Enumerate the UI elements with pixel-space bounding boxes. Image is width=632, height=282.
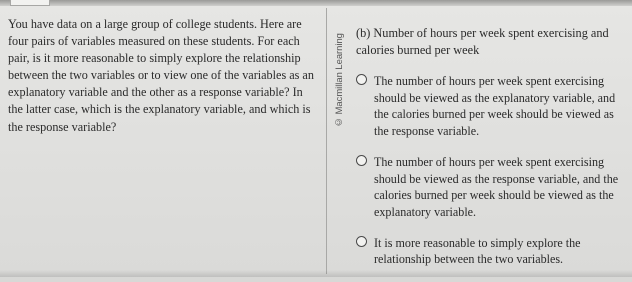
answer-option-2-text: The number of hours per week spent exercising should be viewed as the response variable, and the calories burned per week should be viewed as the explanatory variable. (374, 154, 619, 219)
top-edge (0, 0, 632, 6)
radio-button-icon[interactable] (356, 236, 367, 247)
copyright-watermark: © Macmillan Learning (333, 33, 344, 128)
answer-option-2[interactable] (356, 154, 624, 221)
panel-divider (326, 8, 327, 274)
question-panel (356, 25, 624, 282)
radio-button-icon[interactable] (356, 74, 367, 85)
answer-option-1[interactable] (356, 73, 624, 140)
prompt-text: You have data on a large group of college students. Here are four pairs of variables measured on these students. For each pair, is it more reasonable to simply explore the relationship between the two variables or to view one of the variables as an explanatory variable and the other as a response variable? In the latter case, which is the explanatory variable, and which is the response variable? (8, 17, 314, 134)
answer-option-1-text: The number of hours per week spent exercising should be viewed as the explanatory variable, and the calories burned per week should be viewed as the response variable. (374, 74, 616, 139)
prompt-panel (8, 16, 314, 136)
answer-option-3-text: It is more reasonable to simply explore the relationship between the two variables. (374, 235, 581, 267)
top-tab-marker (10, 0, 50, 6)
question-label: (b) Number of hours per week spent exercising and calories burned per week (356, 26, 609, 57)
answer-option-3[interactable] (356, 235, 624, 268)
radio-button-icon[interactable] (356, 155, 367, 166)
bottom-shadow (0, 270, 632, 277)
